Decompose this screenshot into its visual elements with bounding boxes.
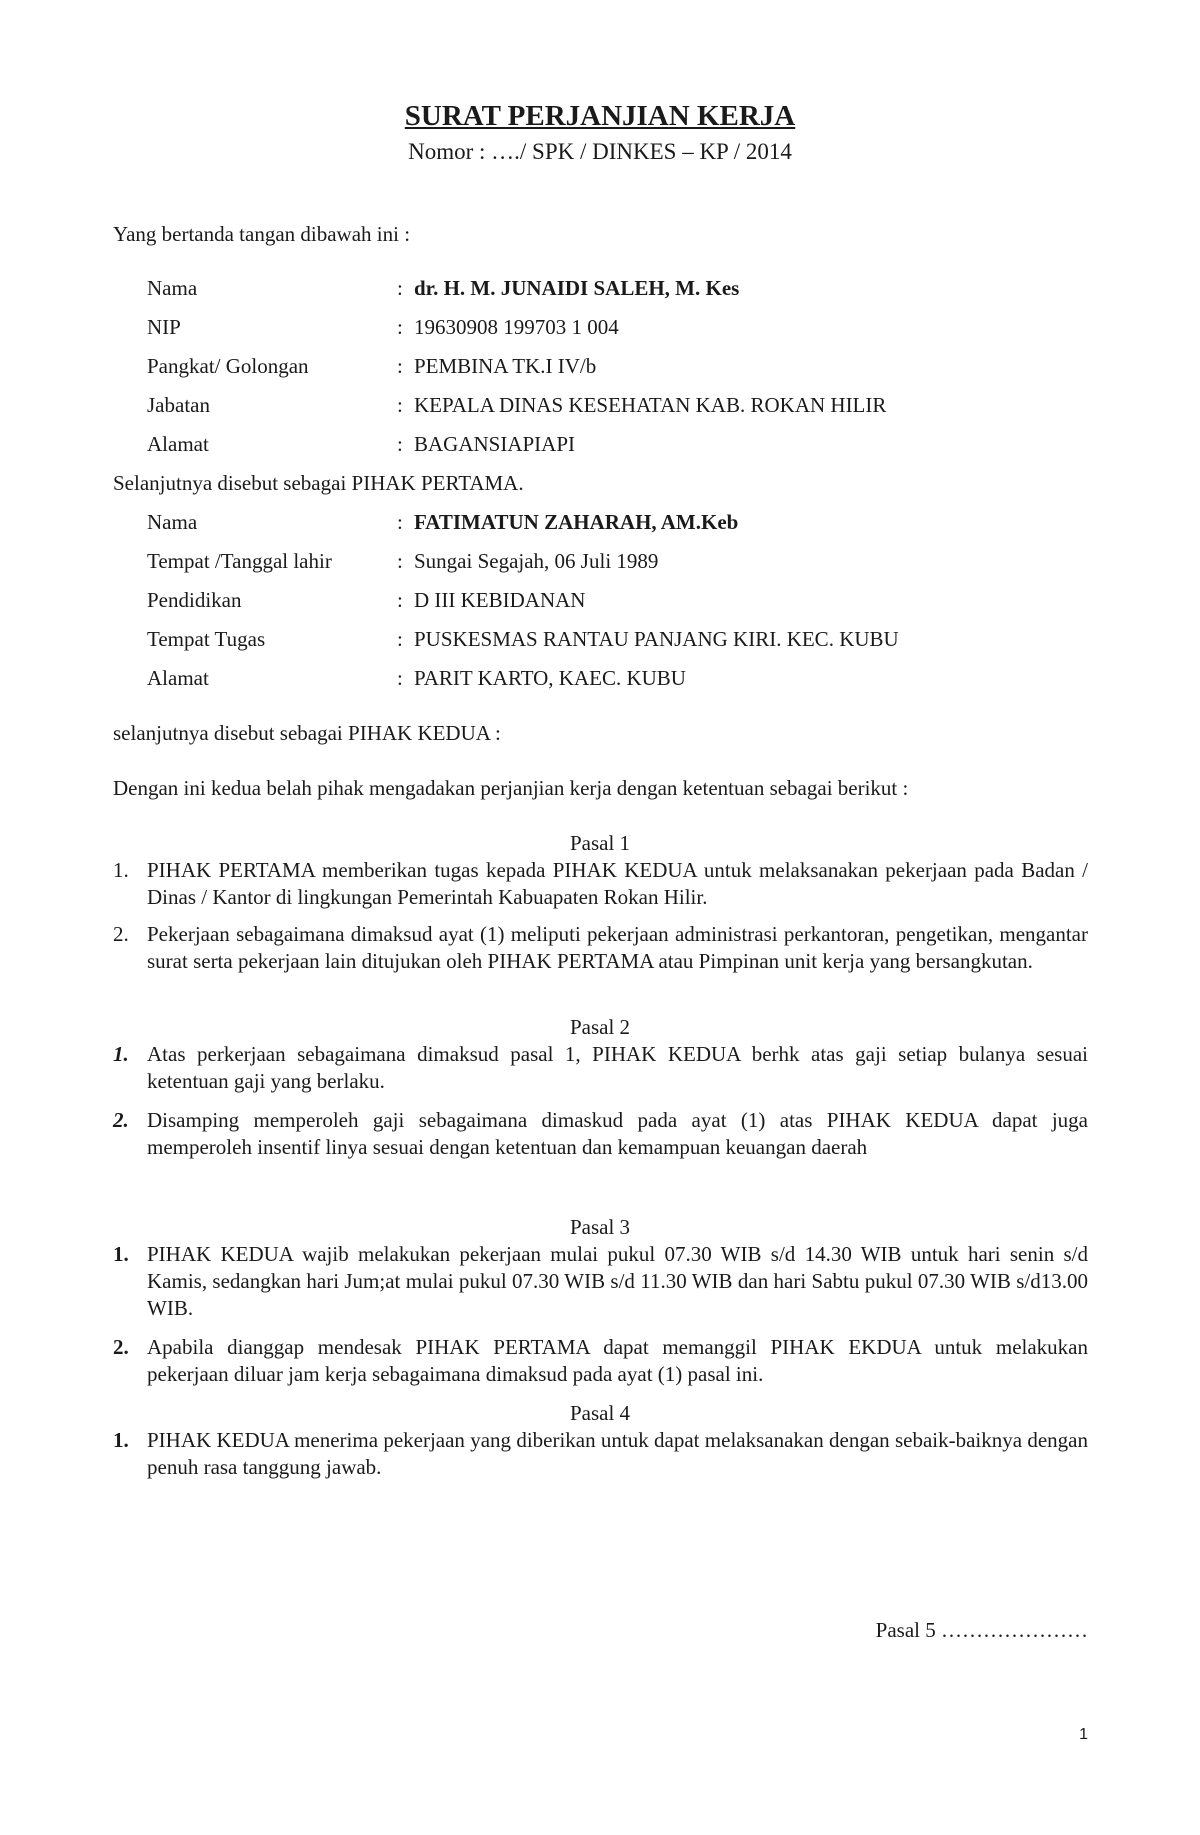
field-value: FATIMATUN ZAHARAH, AM.Keb	[414, 510, 739, 534]
document-title: SURAT PERJANJIAN KERJA	[404, 100, 796, 132]
pasal-heading: Pasal 2	[569, 1015, 631, 1039]
item-number: 2.	[113, 1108, 129, 1132]
field-label: Jabatan	[147, 393, 210, 417]
pasal-heading: Pasal 1	[569, 831, 631, 855]
item-text: Pekerjaan sebagaimana dimaksud ayat (1) meliputi pekerjaan administrasi perkantoran, pengetikan, mengantar surat serta pekerjaan lain ditujukan oleh PIHAK PERTAMA atau Pimpinan unit kerja yang bersangkutan.	[147, 922, 1088, 973]
intro-text: Yang bertanda tangan dibawah ini :	[113, 222, 411, 246]
field-label: Pendidikan	[147, 588, 242, 612]
document-number: Nomor : …./ SPK / DINKES – KP / 2014	[408, 139, 792, 164]
field-value: PARIT KARTO, KAEC. KUBU	[414, 666, 686, 690]
pihak-pertama-closing: Selanjutnya disebut sebagai PIHAK PERTAMA.	[113, 471, 524, 495]
field-value: D III KEBIDANAN	[414, 588, 586, 612]
item-number: 1.	[113, 858, 129, 882]
field-label: Tempat /Tanggal lahir	[147, 549, 332, 573]
field-colon: :	[397, 354, 403, 378]
next-page-reference: Pasal 5 …………………	[875, 1618, 1088, 1642]
field-value: PUSKESMAS RANTAU PANJANG KIRI. KEC. KUBU	[414, 627, 899, 651]
item-text: Atas perkerjaan sebagaimana dimaksud pasal 1, PIHAK KEDUA berhk atas gaji setiap bulanya sesuai ketentuan gaji yang berlaku.	[147, 1042, 1088, 1093]
field-label: Alamat	[147, 432, 209, 456]
field-colon: :	[397, 666, 403, 690]
item-number: 1.	[113, 1042, 129, 1066]
item-number: 2.	[113, 1335, 129, 1359]
pasal-heading: Pasal 3	[569, 1215, 631, 1239]
pasal-item	[113, 1427, 1088, 1481]
field-label: Alamat	[147, 666, 209, 690]
field-colon: :	[397, 315, 403, 339]
field-colon: :	[397, 432, 403, 456]
pasal-item	[113, 921, 1088, 975]
field-value: BAGANSIAPIAPI	[414, 432, 576, 456]
field-value: dr. H. M. JUNAIDI SALEH, M. Kes	[414, 276, 740, 300]
field-label: Nama	[147, 276, 198, 300]
item-number: 1.	[113, 1428, 129, 1452]
field-colon: :	[397, 627, 403, 651]
field-label: Pangkat/ Golongan	[147, 354, 309, 378]
pasal-item	[113, 1107, 1088, 1161]
pihak-kedua-closing: selanjutnya disebut sebagai PIHAK KEDUA :	[113, 721, 501, 745]
item-text: PIHAK PERTAMA memberikan tugas kepada PIHAK KEDUA untuk melaksanakan pekerjaan pada Badan / Dinas / Kantor di lingkungan Pemerintah Kabuapaten Rokan Hilir.	[147, 858, 1088, 909]
field-colon: :	[397, 510, 403, 534]
field-colon: :	[397, 393, 403, 417]
item-text: Disamping memperoleh gaji sebagaimana dimaskud pada ayat (1) atas PIHAK KEDUA dapat juga memperoleh insentif linya sesuai dengan ketentuan dan kemampuan keuangan daerah	[147, 1108, 1088, 1159]
field-label: Nama	[147, 510, 198, 534]
field-label: NIP	[147, 315, 181, 339]
field-value: Sungai Segajah, 06 Juli 1989	[414, 549, 659, 573]
pasal-item	[113, 1334, 1088, 1388]
pasal-item	[113, 857, 1088, 911]
page-number: 1	[1079, 1726, 1088, 1743]
field-label: Tempat Tugas	[147, 627, 266, 651]
item-text: PIHAK KEDUA menerima pekerjaan yang diberikan untuk dapat melaksanakan dengan sebaik-baiknya dengan penuh rasa tanggung jawab.	[147, 1428, 1088, 1479]
item-text: PIHAK KEDUA wajib melakukan pekerjaan mulai pukul 07.30 WIB s/d 14.30 WIB untuk hari senin s/d Kamis, sedangkan hari Jum;at mulai pukul 07.30 WIB s/d 11.30 WIB dan hari Sabtu pukul 07.30 WIB s/d13.00 WIB.	[147, 1242, 1088, 1320]
item-text: Apabila dianggap mendesak PIHAK PERTAMA dapat memanggil PIHAK EKDUA untuk melakukan pekerjaan diluar jam kerja sebagaimana dimaksud pada ayat (1) pasal ini.	[147, 1335, 1088, 1386]
field-colon: :	[397, 549, 403, 573]
field-colon: :	[397, 276, 403, 300]
item-number: 2.	[113, 922, 129, 946]
item-number: 1.	[113, 1242, 129, 1266]
agreement-intro: Dengan ini kedua belah pihak mengadakan perjanjian kerja dengan ketentuan sebagai berikut :	[113, 776, 909, 800]
field-value: 19630908 199703 1 004	[414, 315, 619, 339]
pasal-item	[113, 1041, 1088, 1095]
field-value: PEMBINA TK.I IV/b	[414, 354, 597, 378]
field-colon: :	[397, 588, 403, 612]
pasal-heading: Pasal 4	[569, 1401, 631, 1425]
pasal-item	[113, 1241, 1088, 1322]
field-value: KEPALA DINAS KESEHATAN KAB. ROKAN HILIR	[414, 393, 887, 417]
